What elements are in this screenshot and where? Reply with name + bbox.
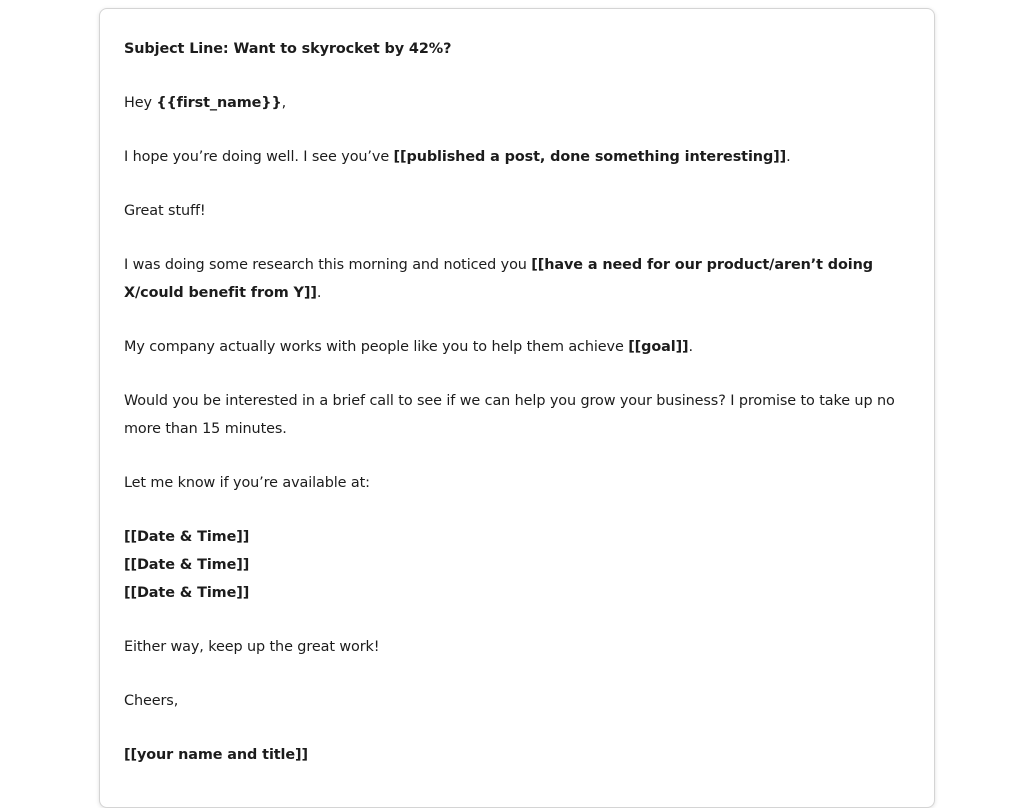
goal-placeholder: [[goal]] [628, 339, 689, 355]
availability-text: Let me know if you’re available at: [124, 475, 370, 491]
research-suffix: . [316, 285, 322, 301]
company-paragraph [124, 333, 914, 361]
praise-paragraph [124, 197, 914, 225]
email-template-card [99, 8, 935, 808]
need-placeholder: [[have a need for our product/aren’t doing X/could benefit from Y]] [124, 257, 873, 301]
subject-text: Subject Line: Want to skyrocket by 42%? [124, 41, 452, 57]
company-suffix: . [688, 339, 694, 355]
date-time-slot-2: [[Date & Time]] [124, 557, 250, 573]
greeting [124, 89, 914, 117]
opening-paragraph [124, 143, 914, 171]
closing-text: Either way, keep up the great work! [124, 639, 380, 655]
signature-placeholder: [[your name and title]] [124, 747, 308, 763]
subject-line [124, 35, 914, 63]
first-name-placeholder: {{first_name}} [156, 95, 282, 111]
research-prefix: I was doing some research this morning and noticed you [124, 257, 532, 273]
date-time-slot-3: [[Date & Time]] [124, 585, 250, 601]
greeting-suffix: , [281, 95, 287, 111]
opening-suffix: . [786, 149, 791, 165]
activity-placeholder: [[published a post, done something interesting]] [393, 149, 787, 165]
company-prefix: My company actually works with people like you to help them achieve [124, 339, 629, 355]
research-paragraph [124, 251, 914, 307]
signature [124, 741, 914, 769]
praise-text: Great stuff! [124, 203, 206, 219]
date-time-slot-1: [[Date & Time]] [124, 529, 250, 545]
greeting-prefix: Hey [124, 95, 157, 111]
opening-prefix: I hope you’re doing well. I see you’ve [124, 149, 394, 165]
signoff [124, 687, 914, 715]
call-request-text: Would you be interested in a brief call to see if we can help you grow your business? I promise to take up no more than 15 minutes. [124, 393, 895, 437]
email-body [124, 35, 914, 795]
availability-paragraph [124, 469, 914, 497]
closing-paragraph [124, 633, 914, 661]
call-request-paragraph [124, 387, 914, 443]
signoff-text: Cheers, [124, 693, 179, 709]
